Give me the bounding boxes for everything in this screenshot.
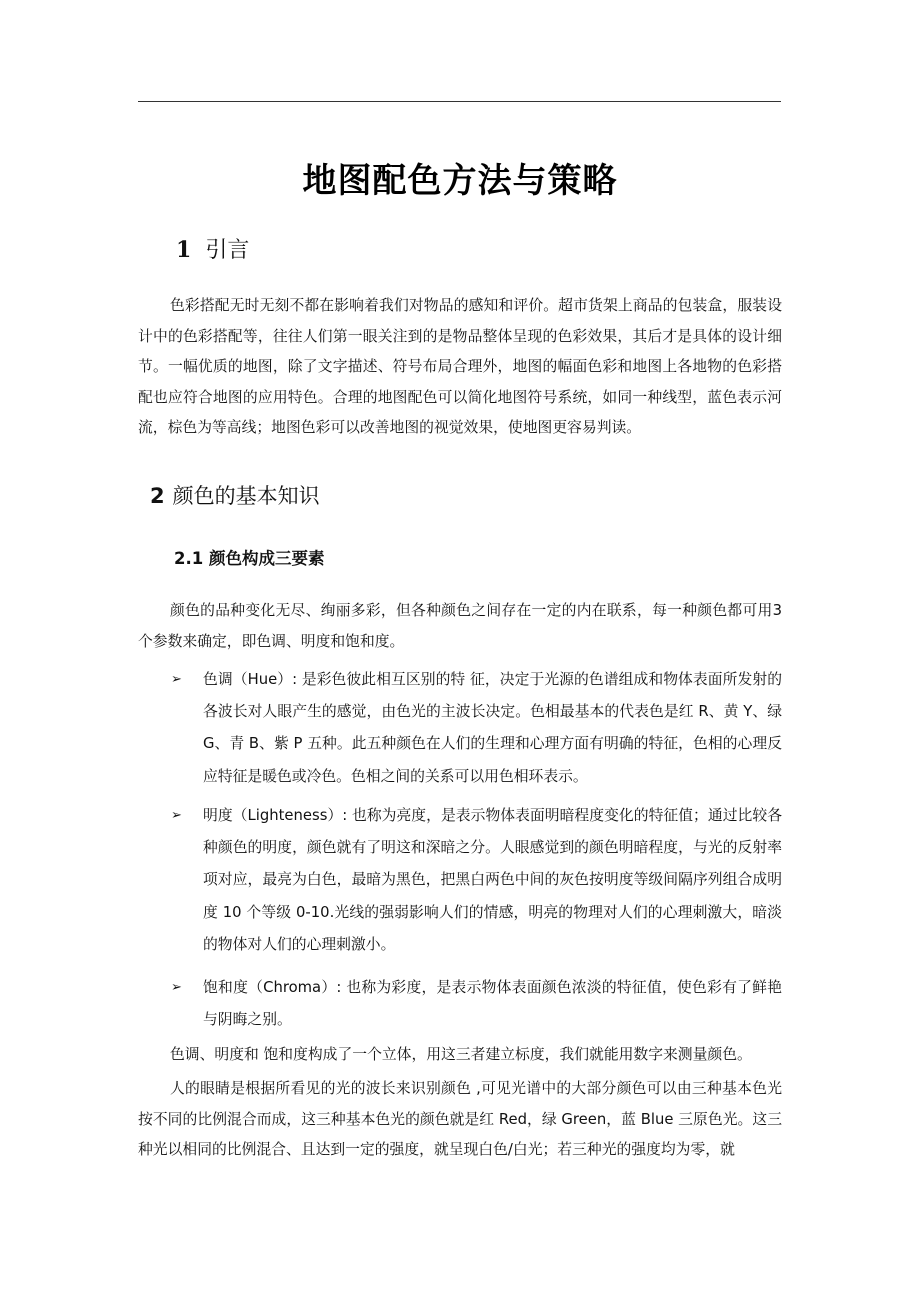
section-2-number: 2 — [150, 484, 165, 508]
section-1-heading — [176, 233, 249, 264]
bullet-lightness-text: 明度（Lighteness）: 也称为亮度，是表示物体表面明暗程度变化的特征值；通过比较各种颜色的明度，颜色就有了明这和深暗之分。人眼感觉到的颜色明暗程度，与光的反射率项对应，最亮为白色，最暗为黑色，把黑白两色中间的灰色按明度等级间隔序列组合成明度 10 个等级 0-10.光线的强弱影响人们的情感，明亮的物理对人们的心理刺激大，暗淡的物体对人们的心理刺激小。 — [203, 807, 782, 953]
bullet-chroma-text: 饱和度（Chroma）: 也称为彩度，是表示物体表面颜色浓淡的特征值，使色彩有了鲜艳与阴晦之别。 — [203, 979, 782, 1029]
document-title: 地图配色方法与策略 — [302, 161, 618, 201]
bullet-hue-text: 色调（Hue）: 是彩色彼此相互区别的特 征，决定于光源的色谱组成和物体表面所发射的各波长对人眼产生的感觉，由色光的主波长决定。色相最基本的代表色是红 R、黄 Y、绿 G、青 B、紫 P 五种。此五种颜色在人们的生理和心理方面有明确的特征，色相的心理反应特征是暖色或冷色。色相之间的关系可以用色相环表示。 — [203, 671, 782, 785]
section-1-title: 引言 — [205, 238, 250, 263]
section-1-number: 1 — [176, 237, 192, 263]
summary-paragraph: 色调、明度和 饱和度构成了一个立体，用这三者建立标度，我们就能用数字来测量颜色。 — [170, 1046, 752, 1063]
subsection-2-1-title: 颜色构成三要素 — [208, 549, 325, 568]
section-2-title: 颜色的基本知识 — [172, 484, 320, 508]
rgb-paragraph: 人的眼睛是根据所看见的光的波长来识别颜色 ,可见光谱中的大部分颜色可以由三种基本色光按不同的比例混合而成，这三种基本色光的颜色就是红 Red，绿 Green，蓝 Blue 三原色光。这三种光以相同的比例混合、且达到一定的强度，就呈现白色/白光；若三种光的强度均为零，就 — [138, 1080, 782, 1158]
subsection-2-1-number: 2.1 — [174, 549, 204, 568]
bullet-lightness — [171, 800, 782, 961]
subsection-2-1-heading — [174, 545, 324, 569]
arrow-bullet-icon: ➢ — [171, 672, 182, 687]
section-2-heading — [150, 480, 320, 510]
bullet-hue — [171, 664, 782, 793]
arrow-bullet-icon: ➢ — [171, 808, 182, 823]
color-intro-paragraph: 颜色的品种变化无尽、绚丽多彩，但各种颜色之间存在一定的内在联系，每一种颜色都可用3 个参数来确定，即色调、明度和饱和度。 — [138, 602, 782, 650]
arrow-bullet-icon: ➢ — [171, 980, 182, 995]
bullet-chroma — [171, 972, 782, 1036]
header-rule — [138, 101, 781, 102]
intro-paragraph: 色彩搭配无时无刻不都在影响着我们对物品的感知和评价。超市货架上商品的包装盒，服装设计中的色彩搭配等，往往人们第一眼关注到的是物品整体呈现的色彩效果，其后才是具体的设计细节。一幅优质的地图，除了文字描述、符号布局合理外，地图的幅面色彩和地图上各地物的色彩搭配也应符合地图的应用特色。合理的地图配色可以简化地图符号系统，如同一种线型，蓝色表示河流，棕色为等高线；地图色彩可以改善地图的视觉效果，使地图更容易判读。 — [138, 297, 782, 436]
